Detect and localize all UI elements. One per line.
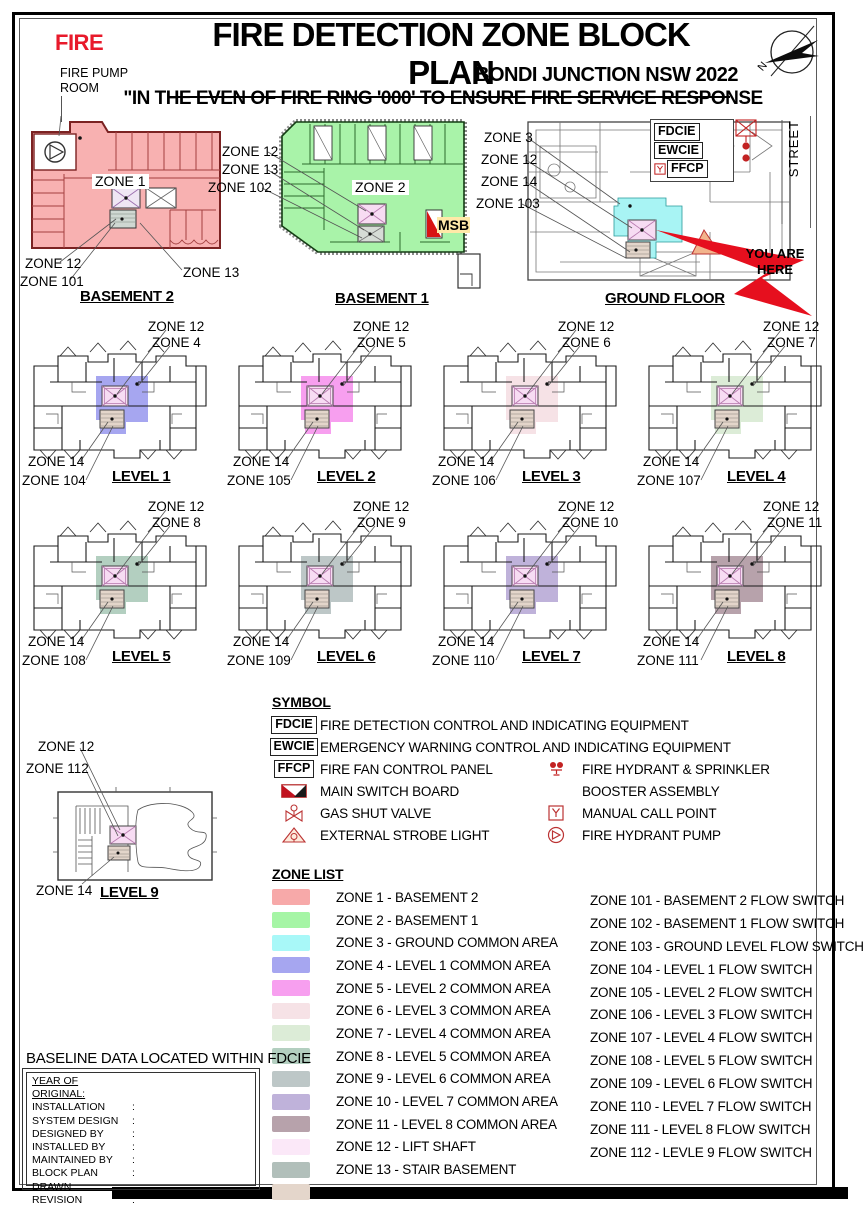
- page-title: FIRE DETECTION ZONE BLOCK PLAN: [172, 16, 730, 98]
- zone-list-item: ZONE 1 - BASEMENT 2: [272, 886, 565, 909]
- basement-1-caption: BASEMENT 1: [335, 290, 429, 307]
- flow-zone-item: ZONE 103 - GROUND LEVEL FLOW SWITCH: [590, 938, 864, 954]
- flow-zone-item: ZONE 111 - LEVEL 8 FLOW SWITCH: [590, 1121, 811, 1137]
- legend-row-mcp: [530, 802, 770, 824]
- zone-7-label: ZONE 7: [767, 335, 816, 350]
- zone-list-item: ZONE 3 - GROUND COMMON AREA: [272, 931, 565, 954]
- level-8-plan: [635, 498, 835, 678]
- zone-3-swatch: [272, 935, 310, 951]
- zone-list-item: ZONE 9 - LEVEL 6 COMMON AREA: [272, 1068, 565, 1091]
- ewcie-legend-box: EWCIE: [270, 738, 319, 756]
- level-7-caption: LEVEL 7: [522, 648, 581, 665]
- zone-7-swatch: [272, 1025, 310, 1041]
- zone-14-label: ZONE 14: [643, 454, 700, 469]
- zone-5-label: ZONE 5: [357, 335, 406, 350]
- gf-zone-14-label: ZONE 14: [481, 174, 538, 189]
- zone-list-item: ZONE 6 - LEVEL 3 COMMON AREA: [272, 999, 565, 1022]
- baseline-row: YEAR OF ORIGINAL:: [32, 1075, 86, 1101]
- baseline-data-box: [22, 1068, 260, 1206]
- zone-list-item: ZONE 2 - BASEMENT 1: [272, 909, 565, 932]
- flow-zone-item: ZONE 110 - LEVEL 7 FLOW SWITCH: [590, 1098, 812, 1114]
- b2-zone-12-label: ZONE 12: [25, 256, 82, 271]
- b1-zone-13-label: ZONE 13: [222, 162, 279, 177]
- zone-2-area-label: ZONE 2: [352, 180, 409, 195]
- legend-label: EXTERNAL STROBE LIGHT: [320, 827, 490, 843]
- fire-pump-room-label: FIRE PUMP ROOM: [60, 66, 128, 95]
- level-5-caption: LEVEL 5: [112, 648, 171, 665]
- zone-105-label: ZONE 105: [227, 473, 291, 488]
- zone-12-label: ZONE 12: [763, 499, 820, 514]
- zone-list-item: ZONE 10 - LEVEL 7 COMMON AREA: [272, 1090, 565, 1113]
- flow-switch-zone-list: [590, 889, 864, 1164]
- page-subtitle: BONDI JUNCTION NSW 2022: [475, 64, 738, 86]
- zone-111-label: ZONE 111: [637, 653, 699, 668]
- emergency-warning-text: "IN THE EVEN OF FIRE RING '000' TO ENSURE FIRE SERVICE RESPONSE: [123, 88, 763, 109]
- external-strobe-light-icon: [282, 826, 306, 844]
- zone-11-swatch: [272, 1116, 310, 1132]
- baseline-data-heading: BASELINE DATA LOCATED WITHIN FDCIE: [26, 1050, 311, 1067]
- level-1-caption: LEVEL 1: [112, 468, 171, 485]
- b2-zone-13-label: ZONE 13: [183, 265, 240, 280]
- flow-zone-item: ZONE 105 - LEVEL 2 FLOW SWITCH: [590, 984, 813, 1000]
- level-1-plan: [20, 318, 220, 498]
- zone-106-label: ZONE 106: [432, 473, 496, 488]
- zone-list-heading: ZONE LIST: [272, 866, 344, 882]
- level-6-caption: LEVEL 6: [317, 648, 376, 665]
- basement-2-caption: BASEMENT 2: [80, 288, 174, 305]
- baseline-row: INSTALLATION :: [32, 1101, 135, 1114]
- flow-zone-item: ZONE 101 - BASEMENT 2 FLOW SWITCH: [590, 892, 845, 908]
- gf-zone-12-label: ZONE 12: [481, 152, 538, 167]
- zone-list-item: ZONE 5 - LEVEL 2 COMMON AREA: [272, 977, 565, 1000]
- ground-floor-caption: GROUND FLOOR: [605, 290, 725, 307]
- zone-12-label: ZONE 12: [353, 319, 410, 334]
- level-9-floorplan: [20, 732, 260, 907]
- fdcie-legend-box: FDCIE: [271, 716, 317, 734]
- zone-5-swatch: [272, 980, 310, 996]
- manual-call-point-icon: [548, 805, 564, 821]
- flow-zone-item: ZONE 104 - LEVEL 1 FLOW SWITCH: [590, 961, 813, 977]
- zone-list: [272, 886, 565, 1204]
- zone-10-swatch: [272, 1094, 310, 1110]
- street-label: STREET: [786, 120, 801, 178]
- zone-12-label: ZONE 12: [353, 499, 410, 514]
- zone-13-swatch: [272, 1162, 310, 1178]
- symbol-heading: SYMBOL: [272, 694, 331, 710]
- gas-shut-valve-icon: [283, 804, 305, 823]
- legend-row-hydrant-sprinkler: [530, 758, 770, 780]
- zone-4-label: ZONE 4: [152, 335, 201, 350]
- legend-label: EMERGENCY WARNING CONTROL AND INDICATING EQUIPMENT: [320, 739, 731, 755]
- level-5-plan: [20, 498, 220, 678]
- zone-9-label: ZONE 9: [357, 515, 406, 530]
- level-3-caption: LEVEL 3: [522, 468, 581, 485]
- msb-label: MSB: [438, 217, 470, 233]
- baseline-row: REVISION :: [32, 1193, 135, 1206]
- zone-list-item: ZONE 7 - LEVEL 4 COMMON AREA: [272, 1022, 565, 1045]
- zone-14-label: ZONE 14: [28, 634, 85, 649]
- zone-8-label: ZONE 8: [152, 515, 201, 530]
- fdcie-panel: [650, 119, 734, 182]
- flow-zone-item: ZONE 109 - LEVEL 6 FLOW SWITCH: [590, 1076, 813, 1092]
- zone-107-label: ZONE 107: [637, 473, 701, 488]
- b1-zone-12-label: ZONE 12: [222, 144, 279, 159]
- zone-109-label: ZONE 109: [227, 653, 291, 668]
- legend-label: FIRE DETECTION CONTROL AND INDICATING EQUIPMENT: [320, 717, 689, 733]
- baseline-row: SYSTEM DESIGN :: [32, 1114, 135, 1127]
- ffcp-box: FFCP: [667, 160, 708, 178]
- legend-row-booster: [530, 780, 770, 802]
- zone-11-label: ZONE 11: [767, 515, 823, 530]
- ffcp-legend-box: FFCP: [274, 760, 315, 778]
- street-line: [810, 116, 811, 228]
- zone-4-swatch: [272, 957, 310, 973]
- symbol-column-right: [530, 758, 770, 846]
- zone-12-swatch: [272, 1139, 310, 1155]
- b2-zone-101-label: ZONE 101: [20, 274, 84, 289]
- zone-14-label: ZONE 14: [28, 454, 85, 469]
- level-7-plan: [430, 498, 630, 678]
- zone-10-label: ZONE 10: [562, 515, 619, 530]
- legend-label: MANUAL CALL POINT: [582, 805, 717, 821]
- zone-1-area-label: ZONE 1: [92, 174, 149, 189]
- zone-6-swatch: [272, 1003, 310, 1019]
- l9-zone-112-label: ZONE 112: [26, 761, 89, 776]
- msb-icon: [281, 784, 307, 798]
- legend-label: GAS SHUT VALVE: [320, 805, 432, 821]
- flow-zone-item: ZONE 102 - BASEMENT 1 FLOW SWITCH: [590, 915, 845, 931]
- baseline-row: MAINTAINED BY :: [32, 1154, 135, 1167]
- legend-label: FIRE HYDRANT PUMP: [582, 827, 721, 843]
- zone-104-label: ZONE 104: [22, 473, 86, 488]
- baseline-row: INSTALLED BY :: [32, 1141, 135, 1154]
- zone-108-label: ZONE 108: [22, 653, 86, 668]
- zone-14-label: ZONE 14: [233, 454, 290, 469]
- zone-list-item: ZONE 14 - STAIR GROUND - LEVEL 9: [272, 1181, 565, 1204]
- ewcie-box: EWCIE: [654, 142, 703, 160]
- zone-2-swatch: [272, 912, 310, 928]
- compass-n-label: N: [755, 59, 770, 74]
- legend-label: FIRE HYDRANT & SPRINKLER: [582, 761, 770, 777]
- zone-12-label: ZONE 12: [558, 499, 615, 514]
- zone-1-swatch: [272, 889, 310, 905]
- zone-12-label: ZONE 12: [558, 319, 615, 334]
- zone-12-label: ZONE 12: [148, 499, 205, 514]
- baseline-row: DESIGNED BY :: [32, 1127, 135, 1140]
- zone-6-label: ZONE 6: [562, 335, 611, 350]
- basement-1-floorplan: [210, 112, 480, 302]
- level-2-caption: LEVEL 2: [317, 468, 376, 485]
- flow-zone-item: ZONE 106 - LEVEL 3 FLOW SWITCH: [590, 1007, 813, 1023]
- level-6-plan: [225, 498, 425, 678]
- zone-list-item: ZONE 4 - LEVEL 1 COMMON AREA: [272, 954, 565, 977]
- level-2-plan: [225, 318, 425, 498]
- legend-label: BOOSTER ASSEMBLY: [582, 783, 720, 799]
- zone-110-label: ZONE 110: [432, 653, 495, 668]
- zone-12-label: ZONE 12: [763, 319, 820, 334]
- zone-14-label: ZONE 14: [643, 634, 700, 649]
- fire-hydrant-sprinkler-icon: [546, 761, 566, 778]
- zone-list-item: ZONE 12 - LIFT SHAFT: [272, 1136, 565, 1159]
- level-9-caption: LEVEL 9: [100, 884, 159, 901]
- zone-14-label: ZONE 14: [233, 634, 290, 649]
- north-compass-icon: [756, 18, 832, 92]
- legend-label: FIRE FAN CONTROL PANEL: [320, 761, 493, 777]
- zone-list-item: ZONE 13 - STAIR BASEMENT: [272, 1158, 565, 1181]
- zone-14-label: ZONE 14: [438, 634, 495, 649]
- fdcie-box: FDCIE: [654, 123, 700, 141]
- flow-zone-item: ZONE 108 - LEVEL 5 FLOW SWITCH: [590, 1053, 813, 1069]
- level-4-caption: LEVEL 4: [727, 468, 786, 485]
- fire-hydrant-pump-icon: [547, 826, 565, 844]
- flow-zone-item: ZONE 112 - LEVLE 9 FLOW SWITCH: [590, 1144, 812, 1160]
- l9-zone-14-label: ZONE 14: [36, 883, 93, 898]
- you-are-here-label: YOU ARE HERE: [745, 246, 805, 278]
- level-3-plan: [430, 318, 630, 498]
- level-8-caption: LEVEL 8: [727, 648, 786, 665]
- zone-list-item: ZONE 11 - LEVEL 8 COMMON AREA: [272, 1113, 565, 1136]
- l9-zone-12-label: ZONE 12: [38, 739, 95, 754]
- fire-logo: FIRE: [55, 30, 104, 55]
- zone-14-swatch: [272, 1184, 310, 1200]
- zone-list-item: ZONE 8 - LEVEL 5 COMMON AREA: [272, 1045, 565, 1068]
- baseline-data-table: [26, 1072, 256, 1206]
- b1-zone-102-label: ZONE 102: [208, 180, 272, 195]
- manual-call-point-icon: [654, 163, 666, 175]
- baseline-row: BLOCK PLAN DRAWN :: [32, 1167, 135, 1193]
- zone-12-label: ZONE 12: [148, 319, 205, 334]
- gf-zone-3-label: ZONE 3: [484, 130, 533, 145]
- legend-label: MAIN SWITCH BOARD: [320, 783, 460, 799]
- gf-zone-103-label: ZONE 103: [476, 196, 540, 211]
- zone-14-label: ZONE 14: [438, 454, 495, 469]
- legend-row-fdcie: [268, 714, 731, 736]
- legend-row-pump: [530, 824, 770, 846]
- level-4-plan: [635, 318, 835, 498]
- flow-zone-item: ZONE 107 - LEVEL 4 FLOW SWITCH: [590, 1030, 813, 1046]
- legend-row-ewcie: [268, 736, 731, 758]
- zone-9-swatch: [272, 1071, 310, 1087]
